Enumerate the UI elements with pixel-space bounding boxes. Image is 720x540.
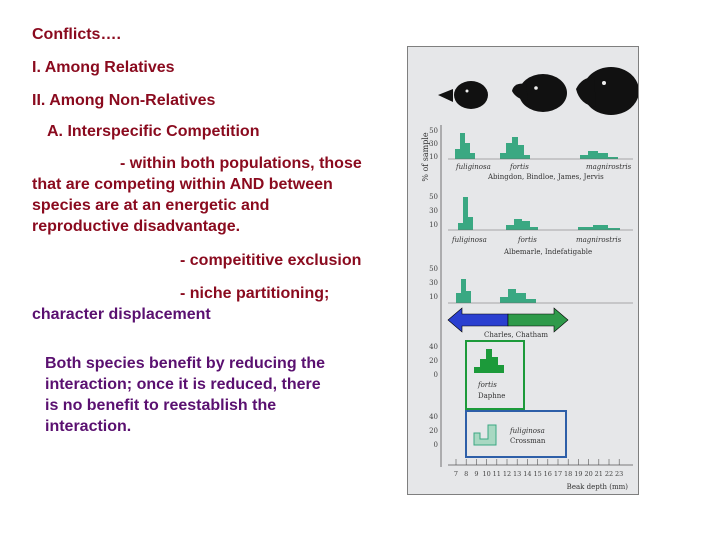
subheading-interspecific-competition: A. Interspecific Competition xyxy=(47,123,260,140)
bullet-competitive-exclusion: - compeititive exclusion xyxy=(180,252,362,269)
island-label: Crossman xyxy=(510,437,546,445)
x-tick-label: 21 xyxy=(594,470,603,478)
paragraph-line: Both species benefit by reducing the xyxy=(45,355,326,372)
x-tick-label: 10 xyxy=(482,470,491,478)
heading-among-relatives: I. Among Relatives xyxy=(32,59,175,76)
histogram-fuliginosa-3 xyxy=(456,279,471,303)
paragraph-line: - within both populations, those xyxy=(120,155,362,172)
y-tick: 10 xyxy=(429,221,438,229)
histogram-fortis-2 xyxy=(506,219,538,230)
island-label: Abingdon, Bindloe, James, Jervis xyxy=(488,173,604,181)
x-tick-label: 15 xyxy=(533,470,542,478)
x-tick-label: 11 xyxy=(492,470,501,478)
heading-among-non-relatives: II. Among Non-Relatives xyxy=(32,92,216,109)
x-tick-label: 23 xyxy=(615,470,624,478)
histogram-fortis-3 xyxy=(500,289,536,303)
histogram-magnirostris-2 xyxy=(578,225,620,230)
histogram-fuliginosa-crossman xyxy=(474,425,496,445)
x-tick-label: 9 xyxy=(474,470,479,478)
y-tick: 20 xyxy=(429,357,438,365)
finch-beak-diagram xyxy=(408,47,638,494)
histogram-fuliginosa-1 xyxy=(455,133,475,159)
x-tick-label: 12 xyxy=(502,470,512,478)
species-label: fortis xyxy=(510,163,529,171)
histogram-magnirostris-1 xyxy=(580,151,618,159)
y-tick: 20 xyxy=(429,427,438,435)
x-tick-label: 16 xyxy=(543,470,552,478)
y-tick: 50 xyxy=(429,265,438,273)
paragraph-line: species are at an energetic and xyxy=(32,197,270,214)
y-tick: 10 xyxy=(429,293,438,301)
finch-head-large-icon xyxy=(576,67,638,115)
island-label: Albemarle, Indefatigable xyxy=(504,248,593,256)
y-axis-label: % of sample xyxy=(421,132,430,182)
x-tick-label: 22 xyxy=(604,470,614,478)
double-arrow-icon xyxy=(448,308,568,332)
paragraph-line: that are competing within AND between xyxy=(32,176,333,193)
island-label: Daphne xyxy=(478,392,506,400)
species-label: magnirostris xyxy=(576,236,622,244)
species-label: fuliginosa xyxy=(452,236,487,244)
y-tick: 0 xyxy=(433,441,438,449)
y-tick: 30 xyxy=(429,140,438,148)
paragraph-line: reproductive disadvantage. xyxy=(32,218,241,235)
y-tick: 50 xyxy=(429,127,438,135)
species-label: fortis xyxy=(478,381,497,389)
y-tick: 30 xyxy=(429,207,438,215)
y-tick: 50 xyxy=(429,193,438,201)
histogram-fortis-1 xyxy=(500,137,530,159)
species-label: fuliginosa xyxy=(510,427,545,435)
species-label: fortis xyxy=(518,236,537,244)
y-tick: 10 xyxy=(429,153,438,161)
paragraph-line: interaction. xyxy=(45,418,132,435)
x-tick-label: 7 xyxy=(453,470,459,478)
histogram-fortis-daphne xyxy=(474,349,504,373)
slide-title: Conflicts…. xyxy=(32,26,121,43)
x-axis-ticks xyxy=(454,459,623,478)
paragraph-line: is no benefit to reestablish the xyxy=(45,397,277,414)
x-tick-label: 8 xyxy=(464,470,469,478)
finch-beak-figure xyxy=(407,46,639,495)
y-tick: 0 xyxy=(433,371,438,379)
x-tick-label: 19 xyxy=(574,470,583,478)
species-label: magnirostris xyxy=(586,163,632,171)
x-tick-label: 13 xyxy=(513,470,522,478)
paragraph-line: interaction; once it is reduced, there xyxy=(45,376,321,393)
bullet-character-displacement: character displacement xyxy=(32,306,211,323)
bullet-niche-partitioning: - niche partitioning; xyxy=(180,285,330,302)
y-tick: 40 xyxy=(429,413,438,421)
x-tick-label: 14 xyxy=(523,470,532,478)
finch-head-medium-icon xyxy=(512,74,567,112)
finch-head-small-icon xyxy=(438,81,488,109)
y-tick: 30 xyxy=(429,279,438,287)
x-axis-label: Beak depth (mm) xyxy=(566,483,628,491)
species-label: fuliginosa xyxy=(456,163,491,171)
y-tick: 40 xyxy=(429,343,438,351)
x-tick-label: 20 xyxy=(584,470,593,478)
histogram-fuliginosa-2 xyxy=(458,197,473,230)
x-tick-label: 18 xyxy=(564,470,573,478)
island-label: Charles, Chatham xyxy=(484,331,548,339)
x-tick-label: 17 xyxy=(553,470,563,478)
